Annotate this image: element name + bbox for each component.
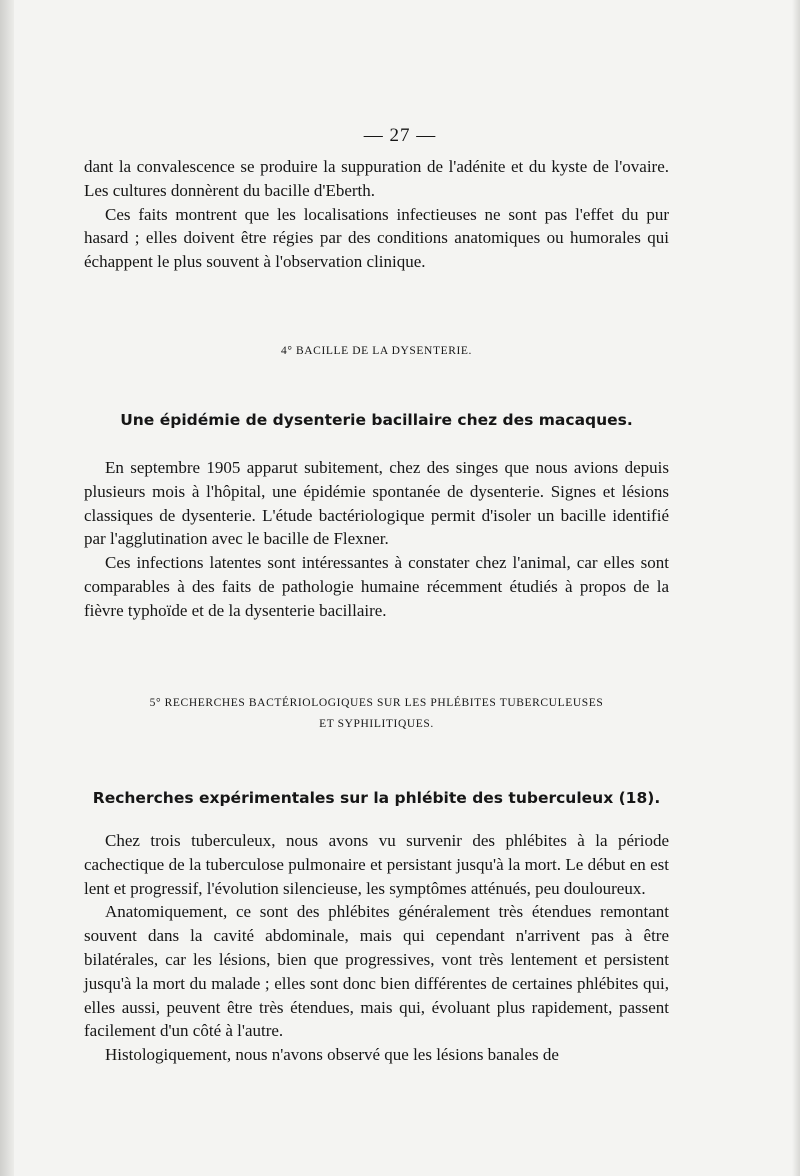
section-5-title-line-1: 5° RECHERCHES BACTÉRIOLOGIQUES SUR LES PHLÉBITES TUBERCULEUSES [149, 697, 604, 709]
section-5-title-line-2: ET SYPHILITIQUES. [319, 718, 434, 730]
section-4-title: 4° BACILLE DE LA DYSENTERIE. [280, 345, 472, 357]
page-edge-shadow-right [792, 0, 800, 1176]
section-5-heading: Recherches expérimentales sur la phlébite des tuberculeux (18). [92, 789, 661, 807]
section-5-body [84, 829, 669, 1067]
section-4-heading: Une épidémie de dysenterie bacillaire chez des macaques. [120, 411, 633, 429]
section-4-body [84, 456, 669, 623]
paragraph: Histologiquement, nous n'avons observé que les lésions banales de [105, 1045, 559, 1065]
paragraph: Anatomiquement, ce sont des phlébites généralement très étendues remontant souvent dans la cavité abdominale, mais qui cependant n'arrivent pas à être bilatérales, car les lésions, bien que progressives, vont très lentement et persistent jusqu'à la mort du malade ; elles sont donc bien différentes de certaines phlébites qui, elles aussi, peuvent être très étendues, mais qui, évoluant plus rapidement, passent facilement d'un côté à l'autre. [84, 902, 669, 1041]
paragraph: Ces faits montrent que les localisations infectieuses ne sont pas l'effet du pur hasard ; elles doivent être régies par des conditions anatomiques ou humorales qui échappent le plus souvent à l'observation clinique. [84, 204, 669, 272]
paragraph: Chez trois tuberculeux, nous avons vu survenir des phlébites à la période cachectique de la tuberculose pulmonaire et persistant jusqu'à la mort. Le début en est lent et progressif, l'évolution silencieuse, les symptômes atténués, peu douloureux. [84, 831, 669, 898]
paragraph: dant la convalescence se produire la suppuration de l'adénite et du kyste de l'ovaire. Les cultures donnèrent du bacille d'Eberth. [84, 157, 669, 200]
section-5-title [84, 693, 669, 735]
paragraph: En septembre 1905 apparut subitement, chez des singes que nous avions depuis plusieurs mois à l'hôpital, une épidémie spontanée de dysenterie. Signes et lésions classiques de dysenterie. L'étude bactériologique permit d'isoler un bacille identifié par l'agglutination avec le bacille de Flexner. [84, 458, 669, 549]
page-number: — 27 — [363, 125, 437, 146]
opening-text-block [84, 155, 669, 274]
page-edge-shadow-left [0, 0, 14, 1176]
paragraph: Ces infections latentes sont intéressantes à constater chez l'animal, car elles sont comparables à des faits de pathologie humaine récemment étudiés à propos de la fièvre typhoïde et de la dysenterie bacillaire. [84, 553, 669, 620]
